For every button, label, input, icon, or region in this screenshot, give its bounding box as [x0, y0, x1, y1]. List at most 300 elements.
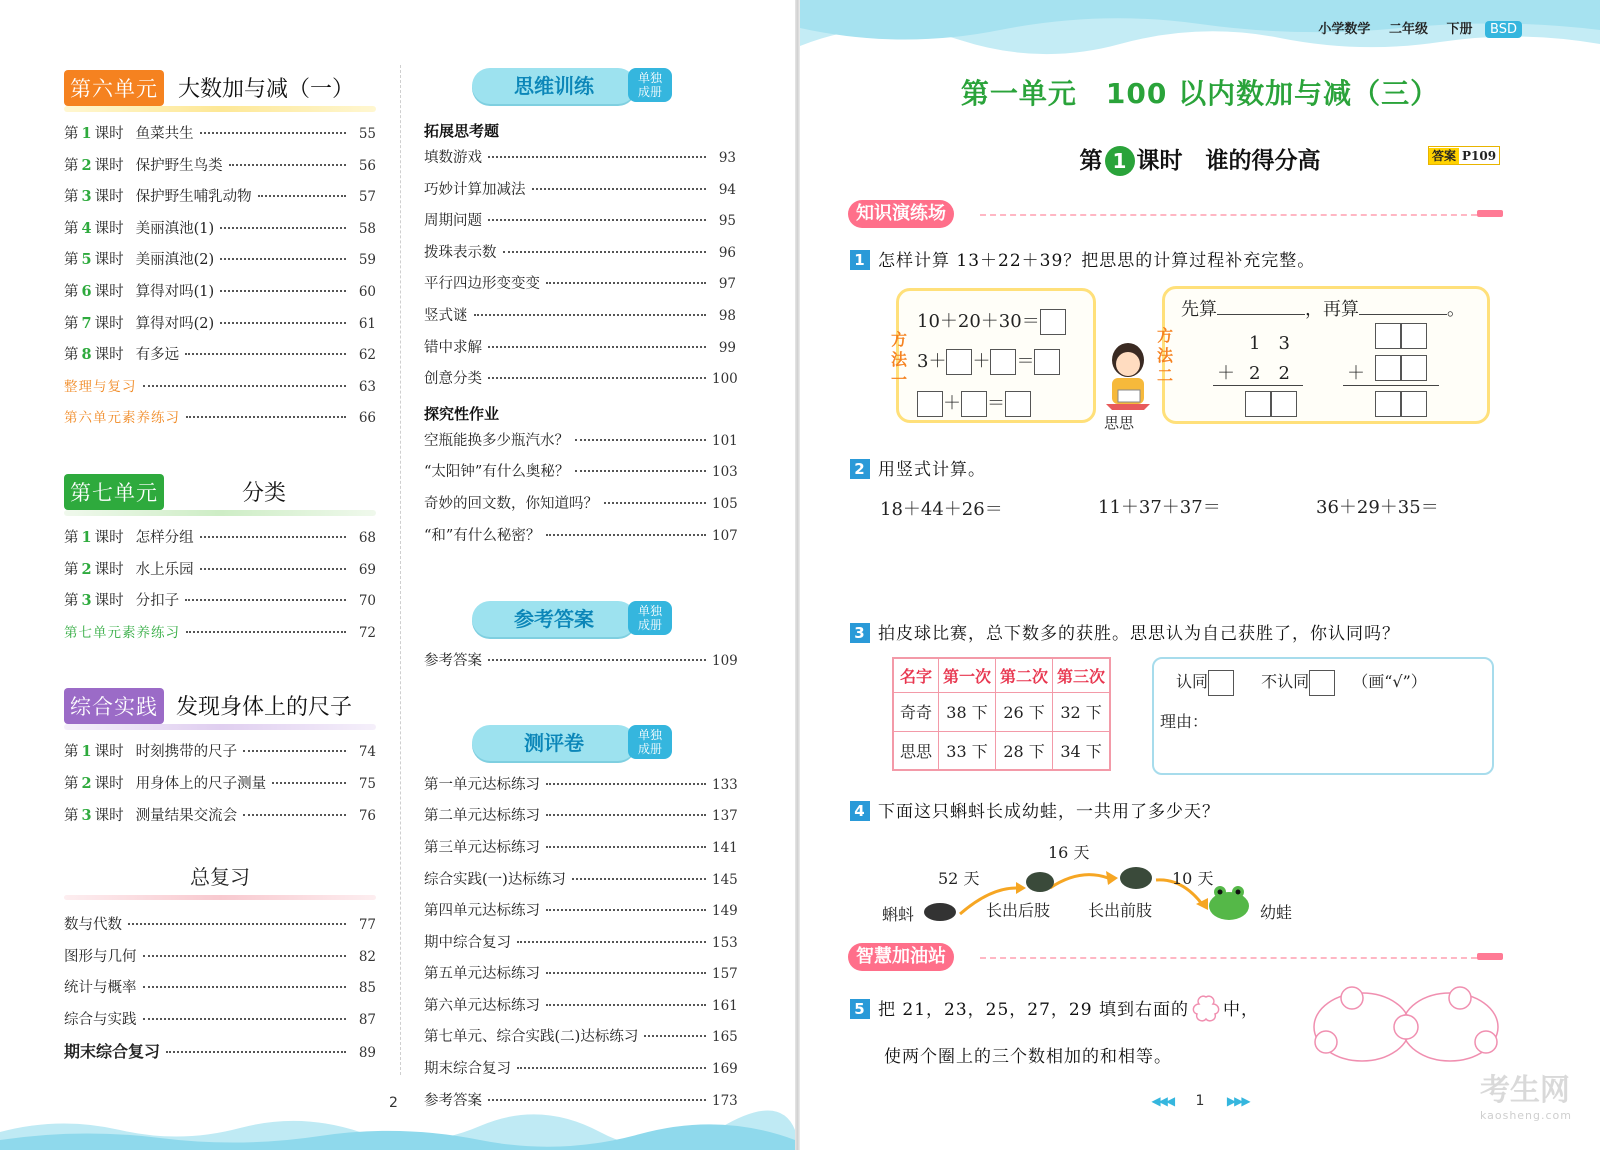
answer-reference	[1428, 146, 1500, 165]
toc-leader-dots	[604, 502, 706, 504]
toc-entry[interactable]	[424, 367, 736, 399]
toc-leader-dots	[186, 631, 346, 633]
answer-box[interactable]	[990, 349, 1016, 375]
answers-badge	[628, 601, 672, 635]
right-page	[800, 0, 1600, 1150]
answers-header	[424, 593, 736, 649]
series-label	[1304, 18, 1522, 38]
toc-entry-page: 107	[712, 527, 738, 544]
toc-entry-title: 期末综合复习	[64, 1042, 161, 1062]
toc-entry-page: 149	[712, 903, 738, 920]
review-items	[64, 913, 376, 1039]
answer-box[interactable]	[1375, 323, 1401, 349]
toc-entry-title: 竖式谜	[424, 307, 468, 324]
toc-leader-dots	[503, 251, 707, 253]
toc-entry[interactable]	[64, 772, 376, 804]
pencil-icon	[1477, 210, 1503, 217]
answer-box[interactable]	[1005, 391, 1031, 417]
unit7-extras	[64, 621, 376, 653]
toc-lesson-suffix: 课时	[94, 220, 124, 237]
toc-lesson-prefix: 第	[64, 252, 79, 269]
toc-lesson-label	[64, 740, 124, 761]
question-number: 5	[850, 999, 870, 1019]
toc-entry-title: 综合与实践	[64, 1011, 137, 1028]
toc-lesson-prefix: 第	[64, 593, 79, 610]
unit-title: 第一单元 100 以内数加与减（三）	[960, 77, 1440, 110]
reason-label: 理由：	[1160, 712, 1209, 731]
answers-items	[424, 649, 736, 681]
toc-leader-dots	[575, 470, 706, 472]
toc-entry-page: 96	[718, 244, 736, 261]
unit6-lessons	[64, 122, 376, 375]
toc-leader-dots	[143, 1018, 347, 1020]
toc-lesson-num: 1	[81, 125, 92, 142]
toc-leader-dots	[220, 227, 346, 229]
toc-entry[interactable]	[424, 524, 736, 556]
question-5-line2: 使两个圈上的三个数相加的和相等。	[884, 1047, 1172, 1067]
toc-entry[interactable]	[424, 429, 736, 461]
toc-lesson-num: 7	[81, 314, 92, 332]
toc-leader-dots	[186, 416, 346, 418]
method1-box	[896, 288, 1096, 423]
toc-entry[interactable]	[64, 589, 376, 621]
toc-leader-dots	[128, 923, 346, 925]
girl-name: 思思	[1104, 414, 1135, 432]
toc-entry-title: 参考答案	[424, 653, 482, 670]
question-text: 怎样计算 13＋22＋39？把思思的计算过程补充完整。	[878, 251, 1316, 271]
toc-entry-title: 统计与概率	[64, 980, 137, 997]
toc-entry-page: 173	[712, 1092, 738, 1109]
toc-entry-page: 57	[358, 189, 376, 206]
toc-entry[interactable]	[424, 304, 736, 336]
toc-entry-page: 145	[712, 871, 738, 888]
next-arrows-icon: ▶▶▶	[1226, 1094, 1249, 1108]
toc-entry[interactable]	[64, 280, 376, 312]
toc-entry[interactable]	[424, 773, 736, 805]
toc-entry-title: 第五单元达标练习	[424, 966, 540, 983]
section-dash-line	[980, 214, 1487, 216]
toc-entry-title: 算得对吗(2)	[135, 315, 215, 332]
method2-tag: 方法二	[1156, 326, 1173, 385]
answer-box[interactable]	[1401, 355, 1427, 381]
toc-leader-dots	[546, 534, 706, 536]
m2-end: 。	[1447, 299, 1465, 320]
toc-leader-dots	[166, 1051, 346, 1053]
toc-entry-page: 93	[718, 150, 736, 166]
toc-entry-page: 100	[712, 371, 738, 388]
q2-expr-1: 18＋44＋26＝	[880, 499, 1003, 520]
toc-entry[interactable]	[64, 343, 376, 375]
toc-lesson-label	[64, 343, 124, 364]
toc-leader-dots	[488, 377, 706, 379]
toc-entry[interactable]	[424, 804, 736, 836]
toc-entry-page: 103	[712, 464, 738, 481]
toc-entry-title: 鱼菜共生	[135, 126, 194, 142]
toc-entry-title: 第七单元素养练习	[64, 624, 180, 641]
review-header	[64, 861, 376, 895]
toc-leader-dots	[200, 132, 346, 134]
toc-leader-dots	[488, 346, 706, 348]
stage-froglet: 幼蛙	[1260, 903, 1293, 922]
plus-sign: ＋	[943, 393, 961, 414]
thinking-items1	[424, 146, 736, 399]
question-text: 拍皮球比赛，总下数多的获胜。思思认为自己获胜了，你认同吗？	[878, 624, 1400, 644]
unit6-extras	[64, 375, 376, 438]
toc-entry-title: 时刻携带的尺子	[135, 744, 238, 761]
toc-entry-title: 整理与复习	[64, 378, 137, 395]
toc-entry-page: 85	[358, 980, 376, 997]
toc-lesson-suffix: 课时	[94, 157, 124, 174]
toc-entry-page: 89	[358, 1045, 376, 1062]
table-cell: 32 下	[1053, 692, 1111, 731]
toc-entry-title: “太阳钟”有什么奥秘？	[424, 464, 570, 481]
toc-entry[interactable]	[424, 836, 736, 868]
toc-column-right	[424, 60, 736, 1120]
toc-entry[interactable]	[64, 248, 376, 280]
toc-entry-title: 第三单元达标练习	[424, 839, 540, 856]
toc-entry-title: 周期问题	[424, 213, 482, 230]
unit6-header	[64, 60, 376, 108]
toc-entry[interactable]	[64, 945, 376, 977]
toc-entry-title: 第六单元达标练习	[424, 997, 540, 1014]
toc-entry-page: 105	[712, 495, 738, 512]
unit6-underline	[64, 106, 376, 112]
unit7-name: 分类	[242, 480, 287, 506]
m1-line3	[917, 389, 1031, 417]
toc-entry-page: 87	[358, 1011, 376, 1028]
toc-lesson-label	[64, 589, 124, 610]
toc-leader-dots	[517, 1067, 706, 1069]
toc-lesson-prefix: 第	[64, 189, 79, 206]
stage-hind-legs: 长出后肢	[986, 901, 1051, 920]
toc-entry[interactable]	[64, 740, 376, 772]
answer-box[interactable]	[1245, 391, 1271, 417]
toc-leader-dots	[532, 188, 707, 190]
toc-entry-page: 109	[712, 653, 738, 670]
toc-lesson-num: 5	[81, 251, 92, 269]
toc-leader-dots	[143, 986, 347, 988]
unit7-underline	[64, 510, 376, 516]
check-hint: （画“√”）	[1352, 672, 1427, 691]
toc-lesson-prefix: 第	[64, 561, 79, 578]
toc-lesson-label	[64, 558, 124, 579]
toc-entry-page: 72	[358, 624, 376, 641]
v2-top	[1375, 323, 1427, 349]
answer-box[interactable]	[1401, 323, 1427, 349]
toc-entry-page: 153	[712, 934, 738, 951]
table-cell: 34 下	[1053, 731, 1111, 770]
toc-leader-dots	[220, 290, 346, 292]
toc-entry-title: 期末综合复习	[424, 1061, 511, 1078]
tests-header	[424, 717, 736, 773]
thinking-header	[424, 60, 736, 116]
toc-entry[interactable]	[64, 122, 376, 154]
toc-leader-dots	[546, 783, 706, 785]
toc-entry-title: 美丽滇池(1)	[135, 220, 215, 237]
toc-entry-title: 参考答案	[424, 1092, 482, 1109]
toc-leader-dots	[220, 322, 346, 324]
disagree-checkbox[interactable]	[1309, 670, 1335, 696]
toc-entry-title: 测量结果交流会	[135, 807, 238, 824]
toc-entry-title: 图形与几何	[64, 948, 137, 965]
table-cell: 38 下	[939, 692, 996, 731]
section-knowledge	[848, 200, 1503, 228]
toc-entry-page: 165	[712, 1029, 738, 1046]
table-cell: 26 下	[996, 692, 1053, 731]
vertical-answer	[1245, 391, 1297, 417]
answer-box[interactable]	[917, 391, 943, 417]
toc-entry[interactable]	[424, 649, 736, 681]
toc-leader-dots	[488, 156, 706, 158]
toc-entry[interactable]	[64, 913, 376, 945]
toc-lesson-label	[64, 248, 124, 269]
table-row	[893, 731, 1110, 770]
answer-blank[interactable]	[1359, 314, 1447, 315]
answer-box[interactable]	[1401, 391, 1427, 417]
toc-lesson-label	[64, 312, 124, 333]
toc-entry-title: 分扣子	[135, 593, 180, 610]
toc-lesson-num: 2	[81, 774, 92, 792]
toc-entry[interactable]	[64, 406, 376, 438]
m1-line2-text: 3＋	[917, 351, 947, 372]
unit6-tag: 第六单元	[64, 70, 164, 106]
answer-box[interactable]	[1034, 349, 1060, 375]
toc-entry[interactable]	[64, 185, 376, 217]
answer-box[interactable]	[946, 349, 972, 375]
toc-entry[interactable]	[64, 526, 376, 558]
toc-lesson-label	[64, 526, 124, 547]
toc-entry[interactable]	[64, 375, 376, 407]
days-2: 16 天	[1048, 843, 1090, 862]
toc-entry[interactable]	[424, 209, 736, 241]
m1-line1-text: 10＋20＋30＝	[917, 311, 1040, 332]
answers-badge-text: 单独成册	[637, 604, 662, 633]
m2-then: ，再算	[1305, 299, 1359, 320]
toc-entry-title: 怎样分组	[135, 529, 194, 546]
toc-leader-dots	[200, 568, 346, 570]
toc-entry-page: 62	[358, 347, 376, 364]
lesson-pre: 第	[1079, 148, 1103, 174]
toc-entry-page: 98	[718, 307, 736, 324]
v2-mid	[1375, 355, 1427, 381]
equals-sign: ＝	[987, 393, 1005, 414]
toc-entry-title: 水上乐园	[135, 561, 194, 578]
toc-entry[interactable]	[424, 1025, 736, 1057]
toc-leader-dots	[143, 955, 347, 957]
toc-entry-page: 101	[712, 432, 738, 449]
toc-lesson-label	[64, 185, 124, 206]
table-cell: 思思	[893, 731, 939, 770]
footer-wave	[0, 1110, 795, 1150]
toc-entry[interactable]	[424, 994, 736, 1026]
toc-lesson-suffix: 课时	[94, 126, 124, 142]
toc-leader-dots	[546, 814, 706, 816]
table-row	[893, 692, 1110, 731]
girl-reading-icon	[1098, 338, 1158, 420]
toc-lesson-suffix: 课时	[94, 529, 124, 546]
method2-box	[1162, 286, 1490, 424]
toc-entry-title: 创意分类	[424, 371, 482, 388]
toc-lesson-num: 6	[81, 282, 92, 300]
question-number: 2	[850, 459, 870, 479]
toc-entry-title: 保护野生鸟类	[135, 157, 223, 174]
toc-leader-dots	[143, 385, 347, 387]
question-number: 4	[850, 801, 870, 821]
toc-entry-page: 137	[712, 808, 738, 825]
toc-entry-title: 有多远	[135, 347, 180, 364]
toc-lesson-suffix: 课时	[94, 807, 124, 824]
toc-entry[interactable]	[64, 312, 376, 344]
toc-entry-title: 第七单元、综合实践(二)达标练习	[424, 1029, 639, 1046]
toc-entry-title: 平行四边形变变变	[424, 276, 540, 293]
toc-lesson-label	[64, 804, 124, 825]
agree-row	[1176, 669, 1427, 696]
tests-title: 测评卷	[472, 725, 636, 761]
toc-lesson-suffix: 课时	[94, 561, 124, 578]
toc-entry[interactable]	[424, 272, 736, 304]
toc-lesson-suffix: 课时	[94, 593, 124, 610]
toc-leader-dots	[243, 814, 346, 816]
pencil-icon	[1477, 953, 1503, 960]
toc-leader-dots	[546, 1004, 706, 1006]
thinking-items2	[424, 429, 736, 555]
toc-leader-dots	[546, 282, 706, 284]
toc-entry[interactable]	[424, 899, 736, 931]
toc-entry[interactable]	[64, 558, 376, 590]
toc-entry[interactable]	[64, 976, 376, 1008]
toc-lesson-num: 2	[81, 156, 92, 174]
toc-lesson-prefix: 第	[64, 775, 79, 792]
toc-entry[interactable]	[64, 621, 376, 653]
right-page-number: 1	[1195, 1093, 1205, 1109]
v2-rule	[1343, 385, 1439, 386]
toc-entry[interactable]	[424, 492, 736, 524]
toc-entry-title: 保护野生哺乳动物	[135, 189, 252, 206]
question-5	[850, 994, 1259, 1022]
toc-lesson-num: 8	[81, 346, 92, 364]
answer-box[interactable]	[1375, 391, 1401, 417]
toc-lesson-label	[64, 280, 124, 301]
review-underline	[64, 895, 376, 900]
infinity-flower-diagram	[1308, 984, 1504, 1070]
toc-lesson-num: 1	[81, 528, 92, 546]
toc-leader-dots	[220, 258, 346, 260]
table-header: 第一次	[939, 658, 996, 692]
toc-entry[interactable]	[424, 146, 736, 178]
toc-entry-page: 169	[712, 1061, 738, 1078]
toc-lesson-num: 4	[81, 219, 92, 237]
section-dash-line	[980, 957, 1487, 959]
tests-badge-text: 单独成册	[637, 727, 662, 756]
section-wisdom	[848, 943, 1503, 971]
toc-lesson-suffix: 课时	[94, 775, 124, 792]
toc-lesson-suffix: 课时	[94, 283, 124, 300]
answer-page: P109	[1462, 149, 1497, 163]
toc-lesson-prefix: 第	[64, 807, 79, 824]
question-1	[850, 246, 1315, 271]
agree-checkbox[interactable]	[1208, 670, 1234, 696]
toc-entry[interactable]	[64, 1008, 376, 1040]
series-edition: BSD	[1485, 21, 1522, 38]
watermark-text: 考生网	[1479, 1073, 1570, 1108]
prev-arrows-icon: ◀◀◀	[1151, 1094, 1174, 1108]
toc-leader-dots	[546, 972, 706, 974]
toc-lesson-prefix: 第	[64, 220, 79, 237]
question-3	[850, 619, 1400, 644]
toc-lesson-prefix: 第	[64, 126, 79, 142]
table-header-row	[893, 658, 1110, 692]
unit7-lessons	[64, 526, 376, 621]
toc-lesson-num: 2	[81, 560, 92, 578]
answer-box[interactable]	[1375, 355, 1401, 381]
toc-entry-page: 60	[358, 283, 376, 300]
toc-leader-dots	[517, 941, 706, 943]
answer-box[interactable]	[961, 391, 987, 417]
toc-lesson-prefix: 第	[64, 347, 79, 364]
toc-entry-title: 第一单元达标练习	[424, 776, 540, 793]
m2-first: 先算	[1181, 299, 1217, 320]
practice-lessons	[64, 740, 376, 835]
toc-entry[interactable]	[64, 154, 376, 186]
toc-entry-title: 错中求解	[424, 339, 482, 356]
toc-entry[interactable]	[424, 241, 736, 273]
toc-entry[interactable]	[424, 1057, 736, 1089]
question-text: 用竖式计算。	[878, 460, 986, 480]
toc-entry-title: 数与代数	[64, 917, 122, 934]
column-divider	[400, 65, 401, 1075]
toc-lesson-suffix: 课时	[94, 189, 124, 206]
toc-entry[interactable]	[424, 868, 736, 900]
toc-entry-title: 算得对吗(1)	[135, 283, 215, 300]
unit7-header	[64, 464, 376, 512]
vertical-rule	[1213, 385, 1303, 386]
method1-tag: 方法一	[890, 330, 907, 389]
practice-underline	[64, 724, 376, 730]
review-title: 总复习	[190, 865, 250, 890]
toc-entry[interactable]	[424, 178, 736, 210]
toc-lesson-label	[64, 772, 124, 793]
table-cell: 33 下	[939, 731, 996, 770]
toc-entry[interactable]	[64, 217, 376, 249]
toc-entry-page: 56	[358, 157, 376, 174]
toc-entry[interactable]	[424, 931, 736, 963]
toc-leader-dots	[243, 750, 346, 752]
answer-label: 答案	[1429, 148, 1459, 164]
toc-leader-dots	[488, 219, 706, 221]
toc-entry[interactable]	[424, 962, 736, 994]
toc-entry[interactable]	[64, 1039, 376, 1071]
toc-lesson-prefix: 第	[64, 283, 79, 300]
answer-box[interactable]	[1040, 309, 1066, 335]
toc-lesson-num: 3	[81, 188, 92, 206]
thinking-title: 思维训练	[472, 68, 636, 104]
toc-lesson-num: 3	[81, 592, 92, 610]
agree-label: 认同	[1176, 672, 1209, 691]
series-subject: 小学数学	[1318, 22, 1371, 37]
question-number: 3	[850, 623, 870, 643]
toc-entry[interactable]	[64, 804, 376, 836]
answer-blank[interactable]	[1217, 314, 1305, 315]
disagree-label: 不认同	[1261, 672, 1310, 691]
toc-entry-page: 61	[358, 315, 376, 332]
vertical-mid: 2 2	[1249, 363, 1290, 384]
watermark-url: kaosheng.com	[1479, 1109, 1572, 1122]
answer-box[interactable]	[1271, 391, 1297, 417]
toc-entry[interactable]	[424, 336, 736, 368]
toc-entry-page: 133	[712, 776, 738, 793]
toc-leader-dots	[272, 782, 346, 784]
toc-entry[interactable]	[424, 460, 736, 492]
